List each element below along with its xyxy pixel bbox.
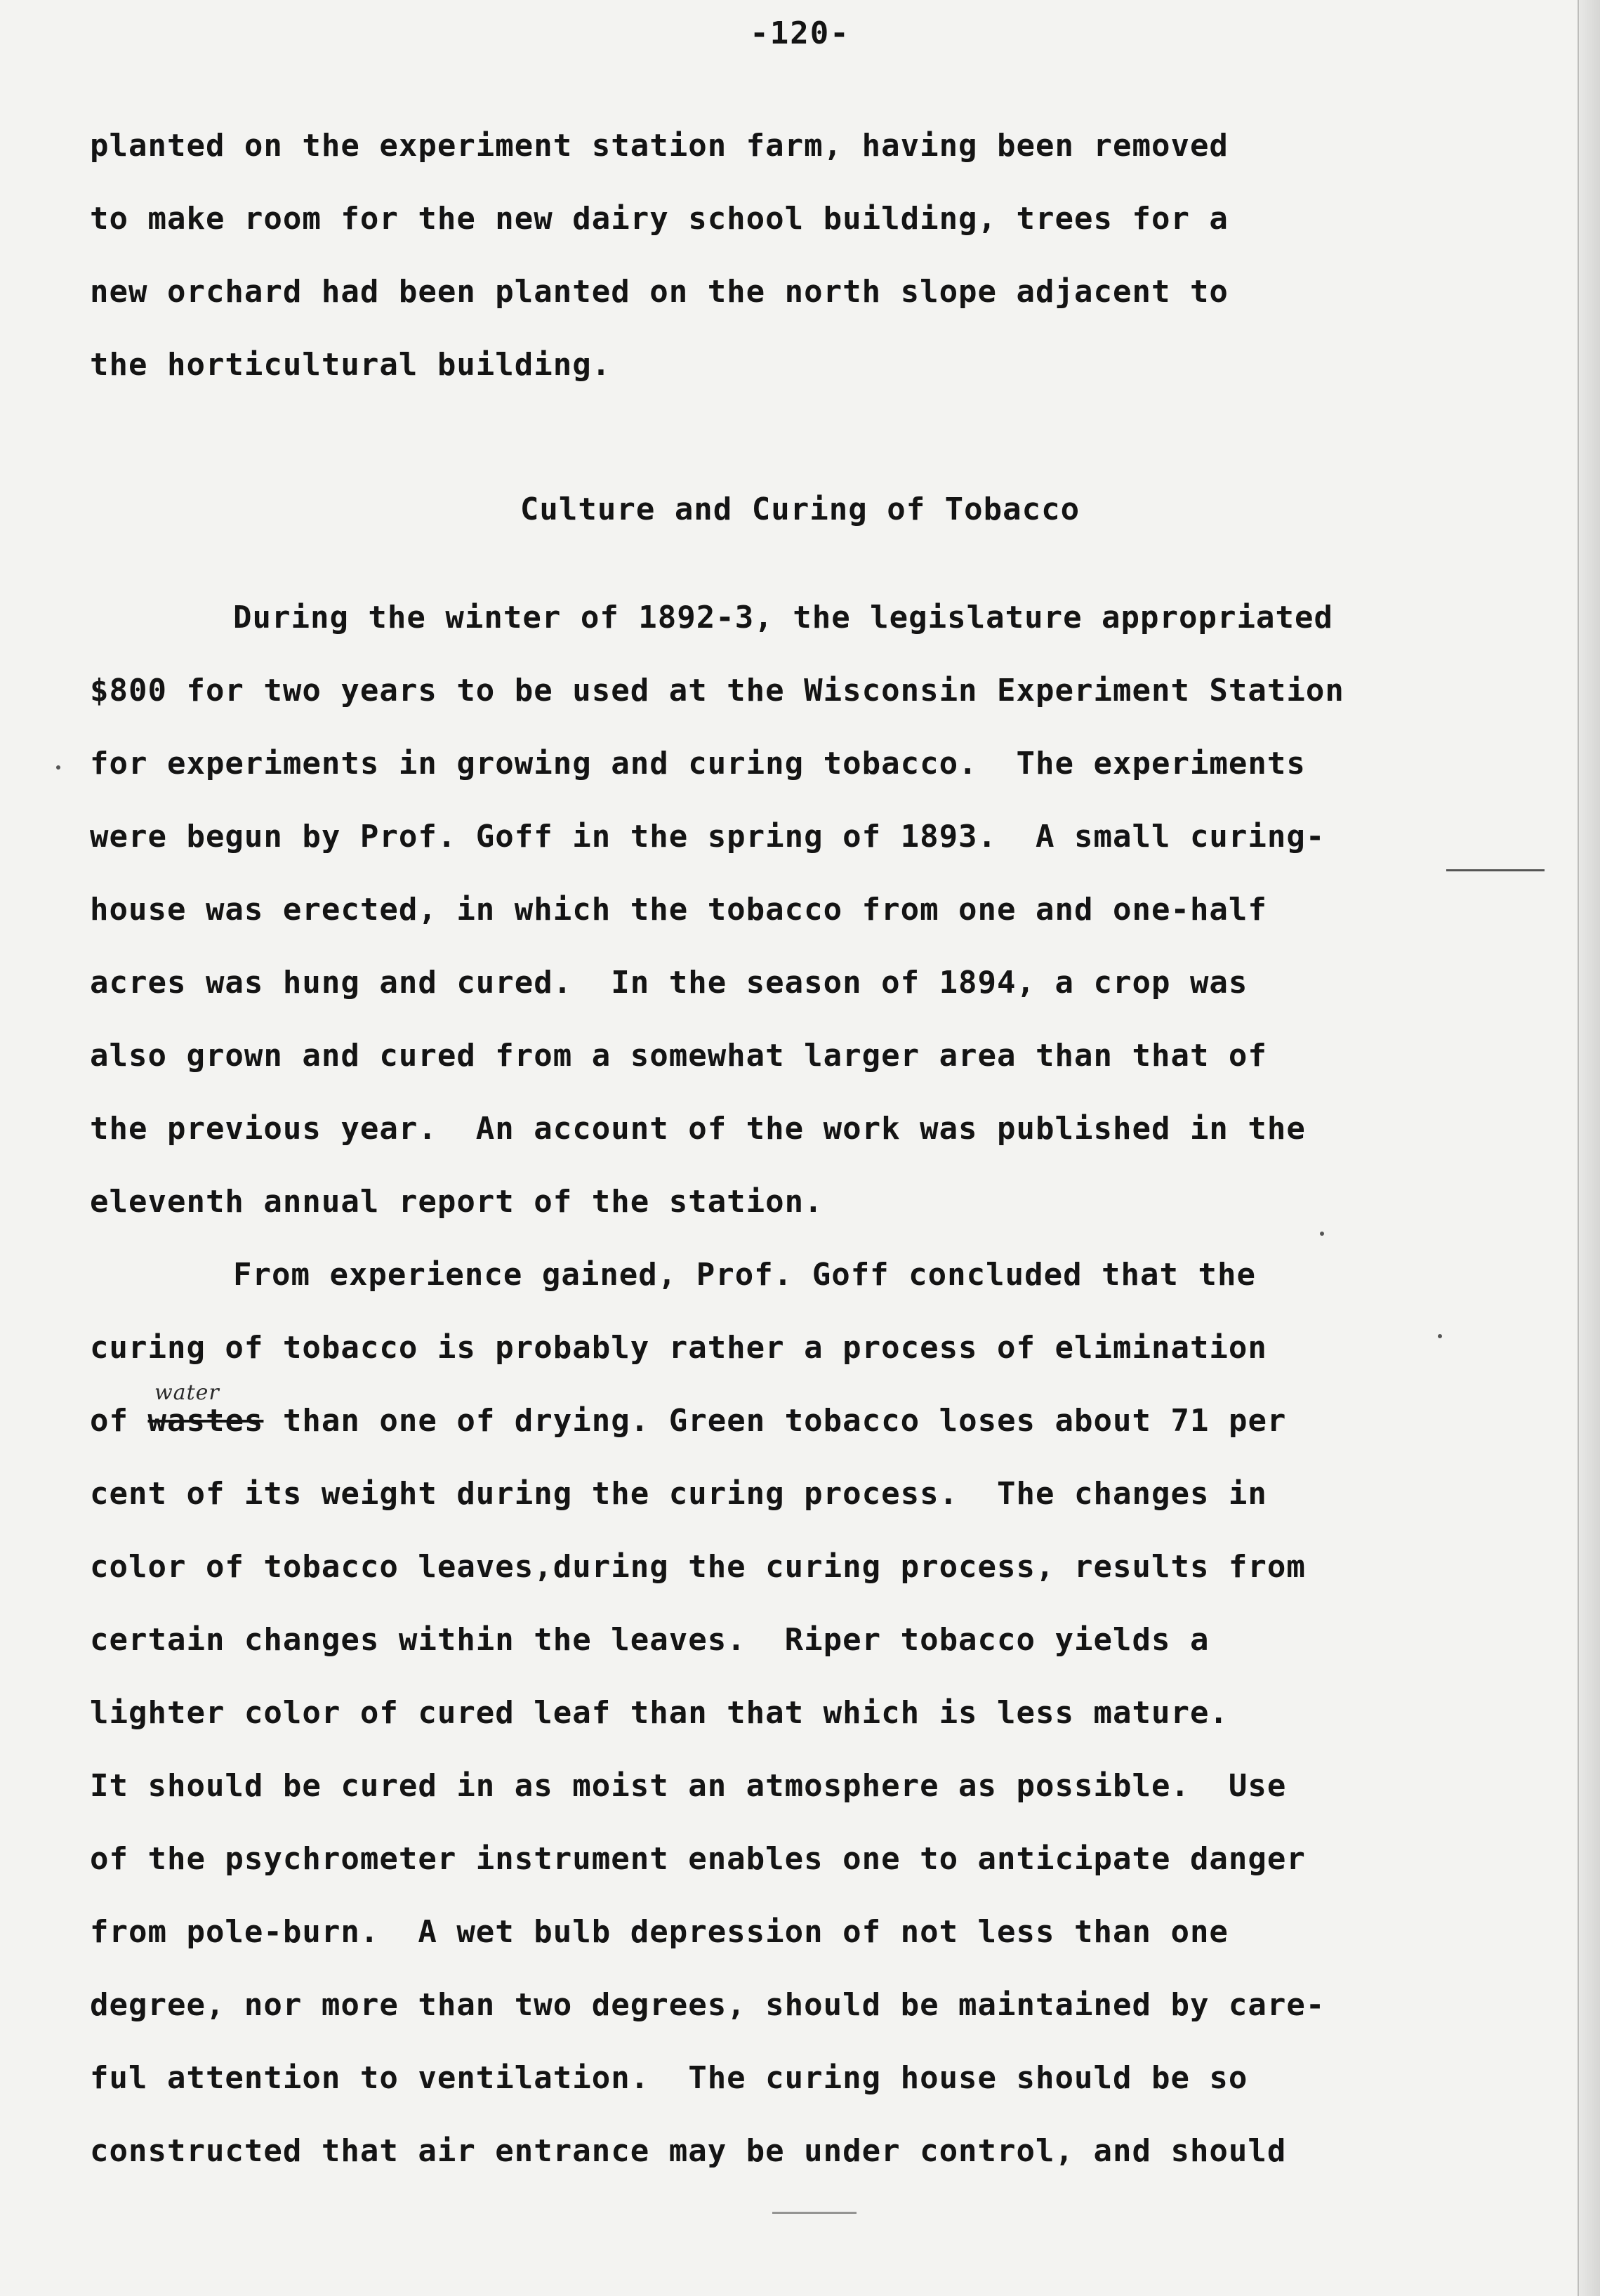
text-line: cent of its weight during the curing process. The changes in (90, 1476, 1267, 1512)
text-line: It should be cured in as moist an atmosphere as possible. Use (90, 1768, 1287, 1804)
scan-mark (56, 765, 60, 770)
text-line: constructed that air entrance may be under control, and should (90, 2133, 1287, 2169)
page-edge-shadow (1578, 0, 1600, 2296)
text-line: for experiments in growing and curing tobacco. The experiments (90, 746, 1306, 781)
text-line: ful attention to ventilation. The curing house should be so (90, 2060, 1248, 2096)
page-number: -120- (750, 15, 850, 51)
section-heading: Culture and Curing of Tobacco (520, 491, 1080, 527)
scan-mark (1438, 1334, 1442, 1338)
text-line: lighter color of cured leaf than that which is less mature. (90, 1695, 1229, 1731)
text-line: were begun by Prof. Goff in the spring of 1893. A small curing- (90, 819, 1325, 855)
text-line: the horticultural building. (90, 347, 611, 383)
text-line: the previous year. An account of the work was published in the (90, 1111, 1306, 1147)
text-line: During the winter of 1892-3, the legislature appropriated (233, 600, 1333, 635)
text-line-with-correction (90, 1400, 1286, 1442)
text-line: eleventh annual report of the station. (90, 1184, 824, 1220)
text-segment: than one of drying. Green tobacco loses about 71 per (263, 1403, 1287, 1439)
scan-mark (1446, 869, 1545, 871)
text-line: curing of tobacco is probably rather a process of elimination (90, 1330, 1267, 1366)
text-line: From experience gained, Prof. Goff concluded that the (233, 1257, 1256, 1293)
text-line: certain changes within the leaves. Riper tobacco yields a (90, 1622, 1210, 1658)
text-line: to make room for the new dairy school building, trees for a (90, 201, 1229, 237)
text-line: acres was hung and cured. In the season of 1894, a crop was (90, 965, 1248, 1001)
scan-mark (1320, 1232, 1324, 1236)
text-line: house was erected, in which the tobacco from one and one-half (90, 892, 1267, 928)
text-line: degree, nor more than two degrees, should be maintained by care- (90, 1987, 1325, 2023)
struck-word: wastes (147, 1403, 264, 1439)
text-line: new orchard had been planted on the north slope adjacent to (90, 274, 1229, 310)
text-segment: of (90, 1403, 148, 1439)
text-line: planted on the experiment station farm, having been removed (90, 128, 1229, 164)
text-line: from pole-burn. A wet bulb depression of not less than one (90, 1914, 1229, 1950)
text-line: color of tobacco leaves,during the curing process, results from (90, 1549, 1306, 1585)
scan-mark (772, 2212, 857, 2214)
text-line: also grown and cured from a somewhat larger area than that of (90, 1038, 1267, 1074)
text-line: of the psychrometer instrument enables one to anticipate danger (90, 1841, 1306, 1877)
text-line: $800 for two years to be used at the Wisconsin Experiment Station (90, 673, 1344, 708)
handwritten-correction: water (154, 1380, 220, 1405)
